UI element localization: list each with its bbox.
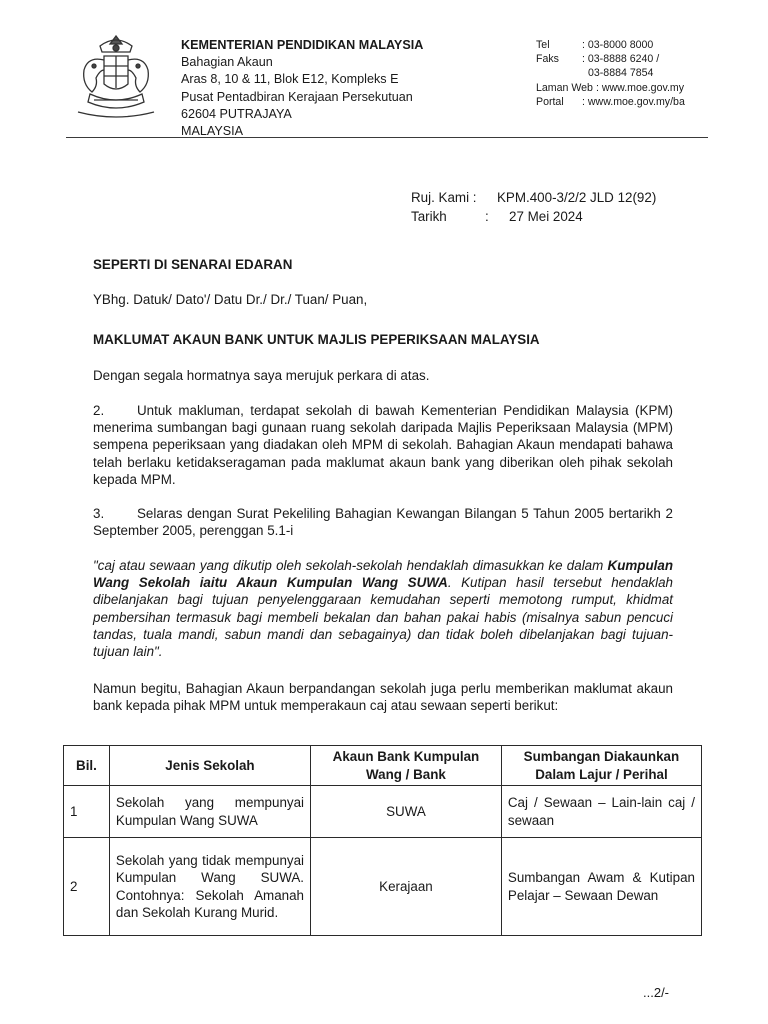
bank-account-table [63, 745, 702, 936]
salutation: YBhg. Datuk/ Dato'/ Datu Dr./ Dr./ Tuan/ Puan, [93, 292, 368, 307]
column-header: Bil. [64, 746, 110, 786]
reference-block [411, 188, 656, 226]
paragraph-number: 3. [93, 506, 105, 521]
date-label: Tarikh [411, 209, 447, 224]
tel-value: : 03-8000 8000 [582, 39, 654, 51]
date-value: 27 Mei 2024 [509, 209, 583, 224]
ministry-name: KEMENTERIAN PENDIDIKAN MALAYSIA [181, 38, 424, 52]
page-continuation: ...2/- [643, 985, 670, 1000]
address-line: Pusat Pentadbiran Kerajaan Persekutuan [181, 89, 413, 104]
paragraph-4: Namun begitu, Bahagian Akaun berpandangan sekolah juga perlu memberikan maklumat akaun bank kepada pihak MPM untuk memperakaun caj atau sewaan seperti berikut: [93, 681, 673, 714]
quote-emphasis: Kumpulan Wang Sekolah iaitu Akaun Kumpulan Wang SUWA [93, 558, 673, 591]
paragraph-text: Selaras dengan Surat Pekeliling Bahagian Kewangan Bilangan 5 Tahun 2005 bertarikh 2 September 2005, perenggan 5.1-i [93, 506, 673, 539]
address-line: 62604 PUTRAJAYA [181, 106, 292, 121]
quote-text: "caj atau sewaan yang dikutip oleh sekolah-sekolah hendaklah dimasukkan ke dalam [93, 558, 608, 573]
contribution-column: Caj / Sewaan – Lain-lain caj / sewaan [501, 786, 701, 838]
paragraph-text: Untuk makluman, terdapat sekolah di bawah Kementerian Pendidikan Malaysia (KPM) menerima sumbangan bagi gunaan ruang sekolah daripada Majlis Peperiksaan Malaysia (MPM) sempena peperiksaan yang diadakan oleh MPM di sekolah. Bahagian Akaun mendapati bahawa telah berlaku ketidakseragaman pada maklumat akaun bank yang diberikan oleh pihak sekolah kepada MPM. [93, 403, 673, 487]
date-colon: : [485, 209, 489, 224]
school-type: Sekolah yang mempunyai Kumpulan Wang SUWA [109, 786, 310, 838]
portal-link[interactable]: : www.moe.gov.my/ba [582, 95, 685, 108]
column-header: Sumbangan Diakaunkan Dalam Lajur / Perihal [501, 746, 701, 786]
bank-account: SUWA [311, 786, 502, 838]
contact-block [536, 38, 685, 109]
letter-subject: MAKLUMAT AKAUN BANK UNTUK MAJLIS PEPERIKSAAN MALAYSIA [93, 332, 540, 347]
web-label: Laman Web [536, 81, 593, 94]
fax-label: Faks [536, 53, 559, 66]
address-line: Bahagian Akaun [181, 55, 273, 70]
fax-value: : 03-8888 6240 / [582, 53, 660, 66]
circular-quote [93, 557, 673, 660]
paragraph-number: 2. [93, 403, 105, 418]
portal-label: Portal [536, 95, 564, 108]
school-type: Sekolah yang tidak mempunyai Kumpulan Wang SUWA. Contohnya: Sekolah Amanah dan Sekolah Kurang Murid. [109, 838, 310, 936]
bank-account: Kerajaan [311, 838, 502, 936]
table-row [64, 786, 702, 838]
paragraph-3 [93, 505, 673, 539]
recipient-line: SEPERTI DI SENARAI EDARAN [93, 257, 293, 272]
table-row [64, 838, 702, 936]
paragraph-2 [93, 402, 673, 488]
coat-of-arms-emblem [70, 30, 162, 122]
letterhead-divider [66, 137, 708, 138]
tel-label: Tel [536, 39, 550, 51]
opening-sentence: Dengan segala hormatnya saya merujuk perkara di atas. [93, 368, 430, 383]
contribution-column: Sumbangan Awam & Kutipan Pelajar – Sewaan Dewan [501, 838, 701, 936]
row-number: 2 [64, 838, 110, 936]
column-header: Akaun Bank Kumpulan Wang / Bank [311, 746, 502, 786]
ref-number: KPM.400-3/2/2 JLD 12(92) [497, 190, 657, 205]
address-line: Aras 8, 10 & 11, Blok E12, Kompleks E [181, 72, 399, 87]
agency-address-block [181, 37, 423, 140]
table-header-row [64, 746, 702, 786]
row-number: 1 [64, 786, 110, 838]
address-line: MALAYSIA [181, 124, 244, 139]
fax-value-2: 03-8884 7854 [588, 67, 654, 80]
quote-text: . Kutipan hasil tersebut hendaklah dibelanjakan bagi tujuan penyelenggaraan kemudahan seperti memotong rumput, khidmat pembersihan termasuk bagi membeli bekalan dan bahan pakai habis (misalnya sabun pencuci tandas, tuala mandi, sabun mandi dan sebagainya) dan tidak boleh dibelanjakan bagi tujuan-tujuan lain". [93, 575, 674, 660]
ref-label: Ruj. Kami : [411, 190, 477, 205]
web-link[interactable]: : www.moe.gov.my [595, 81, 685, 94]
column-header: Jenis Sekolah [109, 746, 310, 786]
